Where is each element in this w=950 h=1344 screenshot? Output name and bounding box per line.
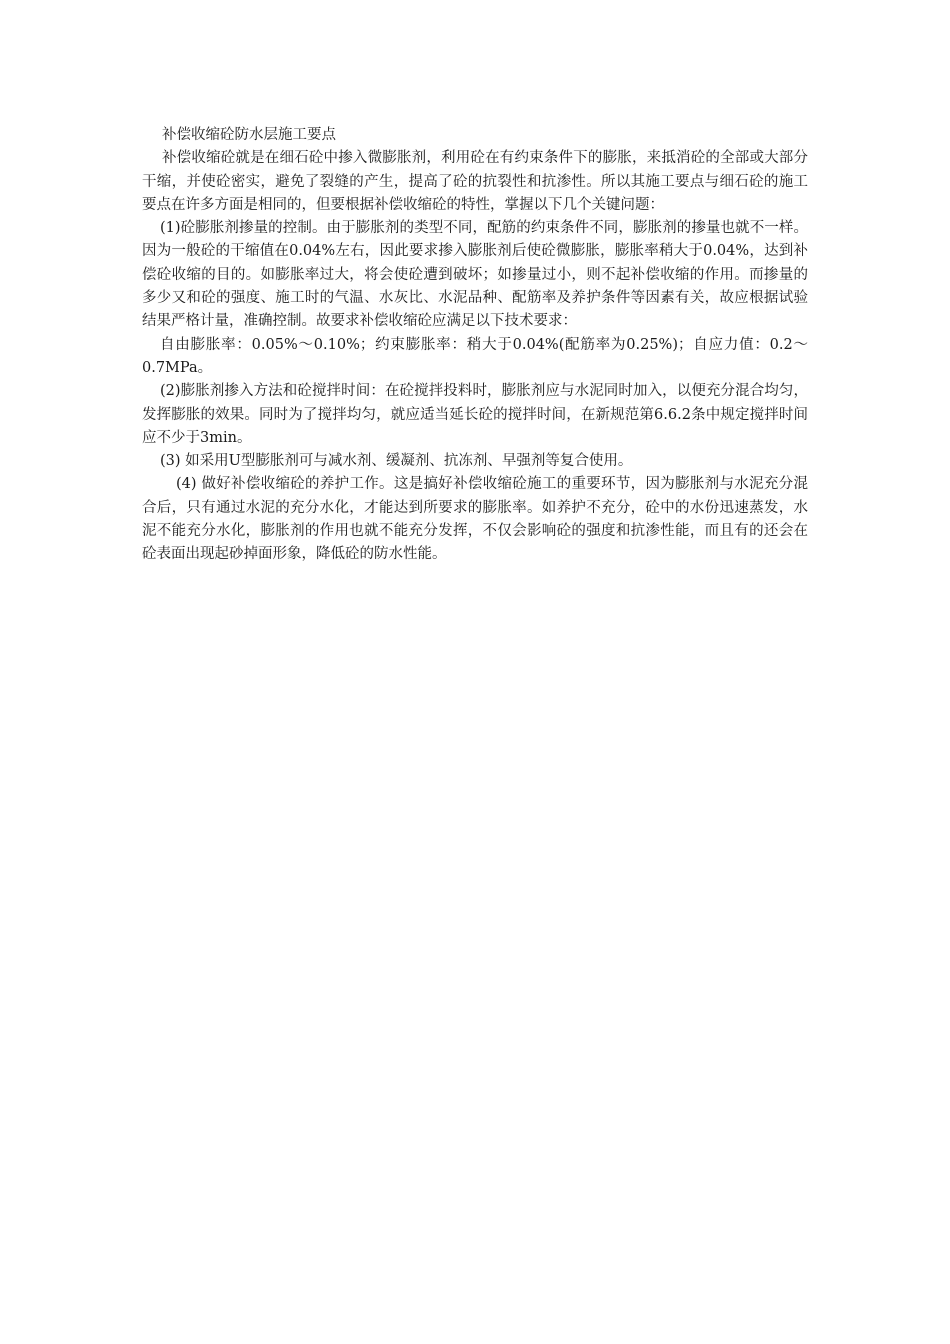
item-3-paragraph: (3) 如采用U型膨胀剂可与减水剂、缓凝剂、抗冻剂、早强剂等复合使用。 [160,453,633,470]
item-1-paragraph: (1)砼膨胀剂掺量的控制。由于膨胀剂的类型不同，配筋的约束条件不同，膨胀剂的掺量也就不一样。因为一般砼的干缩值在0.04%左右，因此要求掺入膨胀剂后使砼微膨胀，膨胀率稍大于0.04%，达到补偿砼收缩的目的。如膨胀率过大，将会使砼遭到破坏；如掺量过小，则不起补偿收缩的作用。而掺量的多少又和砼的强度、施工时的气温、水灰比、水泥品种、配筋率及养护条件等因素有关，故应根据试验结果严格计量，准确控制。故要求补偿收缩砼应满足以下技术要求： [142,220,808,330]
intro-paragraph: 补偿收缩砼就是在细石砼中掺入微膨胀剂，利用砼在有约束条件下的膨胀，来抵消砼的全部或大部分干缩，并使砼密实，避免了裂缝的产生，提高了砼的抗裂性和抗渗性。所以其施工要点与细石砼的施工要点在许多方面是相同的，但要根据补偿收缩砼的特性，掌握以下几个关键问题： [142,150,808,213]
technical-requirements-paragraph: 自由膨胀率：0.05%～0.10%；约束膨胀率：稍大于0.04%(配筋率为0.25%)；自应力值：0.2～0.7MPa。 [142,336,808,376]
item-4-paragraph: (4) 做好补偿收缩砼的养护工作。这是搞好补偿收缩砼施工的重要环节，因为膨胀剂与水泥充分混合后，只有通过水泥的充分水化，才能达到所要求的膨胀率。如养护不充分，砼中的水份迅速蒸发，水泥不能充分水化，膨胀剂的作用也就不能充分发挥，不仅会影响砼的强度和抗渗性能，而且有的还会在砼表面出现起砂掉面形象，降低砼的防水性能。 [142,476,808,563]
item-2-paragraph: (2)膨胀剂掺入方法和砼搅拌时间：在砼搅拌投料时，膨胀剂应与水泥同时加入，以便充分混合均匀，发挥膨胀的效果。同时为了搅拌均匀，就应适当延长砼的搅拌时间，在新规范第6.6.2条中规定搅拌时间应不少于3min。 [142,383,808,446]
document-body [142,124,808,567]
document-title: 补偿收缩砼防水层施工要点 [162,127,336,143]
